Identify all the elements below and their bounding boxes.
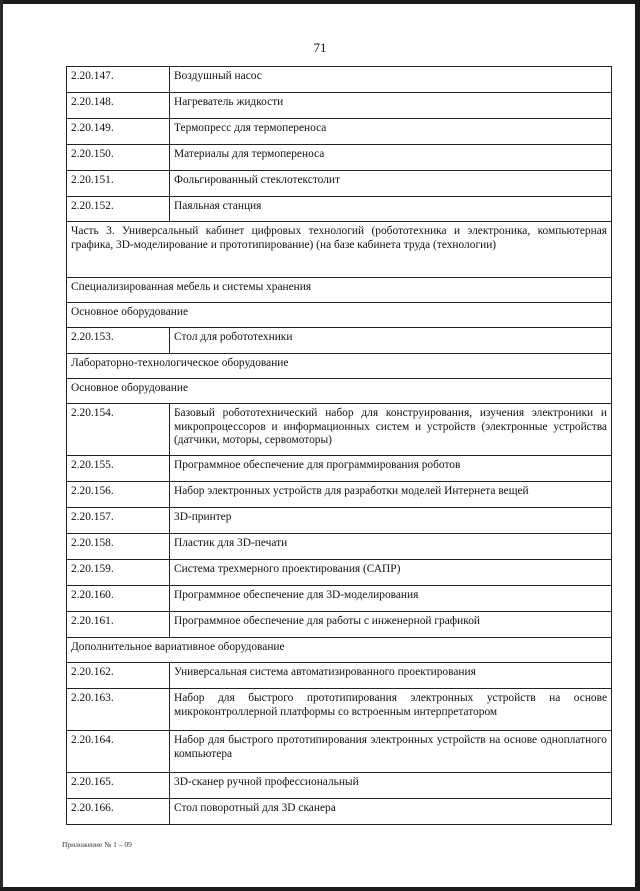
table-row [67,586,612,612]
item-code: 2.20.160. [67,586,170,612]
item-name: Материалы для термопереноса [170,145,612,171]
item-code: 2.20.163. [67,689,170,731]
section-heading: Часть 3. Универсальный кабинет цифровых технологий (робототехника и электроника, компьютерная графика, 3D-моделирование и прототипирование) (на базе кабинета труда (технологии) [67,222,612,278]
table-row [67,197,612,222]
item-name: Воздушный насос [170,67,612,93]
section-heading: Лабораторно-технологическое оборудование [67,354,612,379]
item-name: Паяльная станция [170,197,612,222]
equipment-table [66,66,612,825]
equipment-table-body [67,67,612,825]
item-code: 2.20.161. [67,612,170,638]
item-name: Набор для быстрого прототипирования электронных устройств на основе одноплатного компьютера [170,731,612,773]
item-name: Программное обеспечение для 3D-моделирования [170,586,612,612]
item-code: 2.20.153. [67,328,170,354]
page-number: 71 [313,40,327,55]
table-section-row [67,278,612,303]
table-row [67,67,612,93]
item-code: 2.20.156. [67,482,170,508]
item-name: Программное обеспечение для программирования роботов [170,456,612,482]
table-row [67,560,612,586]
scan-edge-right [635,0,640,891]
item-code: 2.20.166. [67,799,170,825]
table-section-row [67,303,612,328]
item-name: Нагреватель жидкости [170,93,612,119]
section-heading: Дополнительное вариативное оборудование [67,638,612,663]
item-name: Набор электронных устройств для разработки моделей Интернета вещей [170,482,612,508]
table-row [67,731,612,773]
item-name: Базовый робототехнический набор для конструирования, изучения электроники и микропроцессоров и информационных систем и устройств (электронные устройства (датчики, моторы, сервомоторы) [170,404,612,456]
table-row [67,145,612,171]
section-heading: Основное оборудование [67,303,612,328]
item-code: 2.20.149. [67,119,170,145]
table-section-row [67,638,612,663]
item-code: 2.20.148. [67,93,170,119]
footer-note: Приложение № 1 – 09 [62,840,132,849]
item-name: Стол поворотный для 3D сканера [170,799,612,825]
table-row [67,482,612,508]
item-code: 2.20.159. [67,560,170,586]
table-row [67,799,612,825]
table-section-row [67,222,612,278]
item-code: 2.20.151. [67,171,170,197]
item-code: 2.20.157. [67,508,170,534]
item-code: 2.20.158. [67,534,170,560]
table-row [67,404,612,456]
item-name: Универсальная система автоматизированного проектирования [170,663,612,689]
item-code: 2.20.147. [67,67,170,93]
table-row [67,456,612,482]
table-row [67,689,612,731]
table-row [67,534,612,560]
item-name: Фольгированный стеклотекстолит [170,171,612,197]
table-row [67,119,612,145]
item-code: 2.20.162. [67,663,170,689]
scan-edge-left [0,0,3,891]
item-code: 2.20.154. [67,404,170,456]
table-row [67,93,612,119]
item-name: Система трехмерного проектирования (САПР) [170,560,612,586]
table-row [67,328,612,354]
table-row [67,773,612,799]
item-name: 3D-сканер ручной профессиональный [170,773,612,799]
table-section-row [67,379,612,404]
item-name: Набор для быстрого прототипирования электронных устройств на основе микроконтроллерной платформы со встроенным интерпретатором [170,689,612,731]
item-name: Программное обеспечение для работы с инженерной графикой [170,612,612,638]
item-code: 2.20.164. [67,731,170,773]
section-heading: Специализированная мебель и системы хранения [67,278,612,303]
item-name: Пластик для 3D-печати [170,534,612,560]
item-name: Термопресс для термопереноса [170,119,612,145]
table-row [67,663,612,689]
table-row [67,171,612,197]
item-code: 2.20.152. [67,197,170,222]
item-code: 2.20.150. [67,145,170,171]
scan-edge-top [0,0,640,4]
table-row [67,508,612,534]
scan-edge-bottom [0,887,640,891]
table-section-row [67,354,612,379]
table-row [67,612,612,638]
item-name: 3D-принтер [170,508,612,534]
item-name: Стол для робототехники [170,328,612,354]
item-code: 2.20.155. [67,456,170,482]
section-heading: Основное оборудование [67,379,612,404]
item-code: 2.20.165. [67,773,170,799]
